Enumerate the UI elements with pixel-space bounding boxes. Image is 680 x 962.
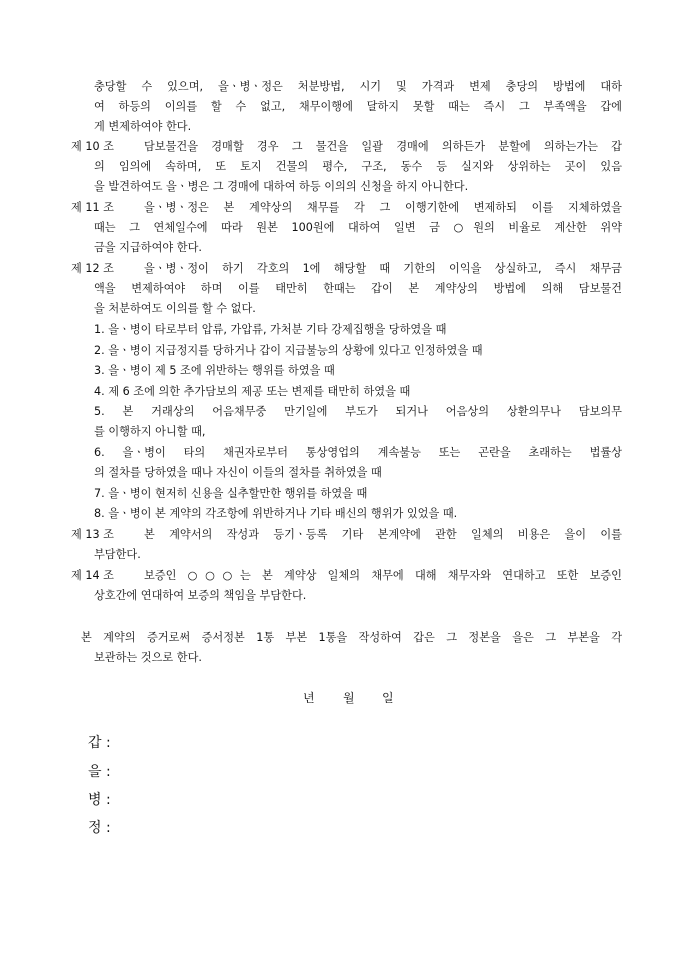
article-10-label: 제 10 조 xyxy=(71,140,114,153)
intro-line-3: 게 변제하여야 한다. xyxy=(94,120,192,133)
article-11-line-3: 금을 지급하여야 한다. xyxy=(94,241,202,254)
article-10-line-3: 을 발견하여도 을ㆍ병은 그 경매에 대하여 하등 이의의 신청을 하지 아니한다. xyxy=(94,180,469,193)
clause-6-line-1: 6. 을ㆍ병이 타의 채권자로부터 통상영업의 계속불능 또는 곤란을 초래하는 법률상 xyxy=(94,446,622,459)
article-12-line-1: 을ㆍ병ㆍ정이 하기 각호의 1에 해당할 때 기한의 이익을 상실하고, 즉시 채무금 xyxy=(144,262,622,275)
article-13-line-1: 본 계약서의 작성과 등기ㆍ등록 기타 본계약에 관한 일체의 비용은 을이 이를 xyxy=(144,528,622,541)
clause-7: 7. 을ㆍ병이 현저히 신용을 실추할만한 행위를 하였을 때 xyxy=(94,487,368,500)
article-14-label: 제 14 조 xyxy=(71,569,114,582)
clause-5-line-1: 5. 본 거래상의 어음채무중 만기일에 부도가 되거나 어음상의 상환의무나 담보의무 xyxy=(94,405,622,418)
party-gap: 갑 : xyxy=(88,735,111,751)
article-13-line-2: 부담한다. xyxy=(94,548,141,561)
date-month: 월 xyxy=(343,691,355,705)
closing-line-2: 보관하는 것으로 한다. xyxy=(94,651,202,664)
clause-3: 3. 을ㆍ병이 제 5 조에 위반하는 행위를 하였을 때 xyxy=(94,364,335,377)
article-13-label: 제 13 조 xyxy=(71,528,114,541)
intro-line-1: 충당할 수 있으며, 을ㆍ병ㆍ정은 처분방법, 시기 및 가격과 변제 충당의 방법에 대하 xyxy=(94,80,622,93)
date-year: 년 xyxy=(303,691,315,705)
date-day: 일 xyxy=(382,691,394,705)
party-byeong: 병 : xyxy=(88,792,111,808)
article-11-label: 제 11 조 xyxy=(71,201,114,214)
clause-6-line-2: 의 절차를 당하였을 때나 자신이 이들의 절차를 취하였을 때 xyxy=(94,466,382,479)
closing-line-1: 본 계약의 증거로써 증서정본 1통 부본 1통을 작성하여 갑은 그 정본을 을은 그 부본을 각 xyxy=(81,631,622,644)
clause-5-line-2: 를 이행하지 아니할 때, xyxy=(94,425,206,438)
article-10-line-2: 의 임의에 속하며, 또 토지 건물의 평수, 구조, 동수 등 실지와 상위하는 곳이 있음 xyxy=(94,160,622,173)
article-11-line-2: 때는 그 연체일수에 따라 원본 100원에 대하여 일변 금 ○원의 비율로 계산한 위약 xyxy=(94,221,622,234)
article-12-line-2: 액을 변제하여야 하며 이를 태만히 한때는 갑이 본 계약상의 방법에 의해 담보물건 xyxy=(94,282,622,295)
clause-8: 8. 을ㆍ병이 본 계약의 각조항에 위반하거나 기타 배신의 행위가 있었을 때. xyxy=(94,507,458,520)
clause-2: 2. 을ㆍ병이 지급정지를 당하거나 갑이 지급불능의 상황에 있다고 인정하였을 때 xyxy=(94,344,483,357)
intro-line-2: 여 하등의 이의를 할 수 없고, 채무이행에 달하지 못할 때는 즉시 그 부족액을 갑에 xyxy=(94,100,622,113)
party-jeong: 정 : xyxy=(88,820,111,836)
article-12-line-3: 을 처분하여도 이의를 할 수 없다. xyxy=(94,302,256,315)
article-10-line-1: 담보물건을 경매할 경우 그 물건을 일괄 경매에 의하든가 분할에 의하는가는 갑 xyxy=(144,140,622,153)
article-11-line-1: 을ㆍ병ㆍ정은 본 계약상의 채무를 각 그 이행기한에 변제하되 이를 지체하였을 xyxy=(144,201,622,214)
article-12-label: 제 12 조 xyxy=(71,262,114,275)
clause-1: 1. 을ㆍ병이 타로부터 압류, 가압류, 가처분 기타 강제집행을 당하였을 때 xyxy=(94,323,447,336)
article-14-line-2: 상호간에 연대하여 보증의 책임을 부담한다. xyxy=(94,589,307,602)
party-eul: 을 : xyxy=(88,764,111,780)
clause-4: 4. 제 6 조에 의한 추가담보의 제공 또는 변제를 태만히 하였을 때 xyxy=(94,385,411,398)
article-14-line-1: 보증인 ○○○는 본 계약상 일체의 채무에 대해 채무자와 연대하고 또한 보증인 xyxy=(144,569,622,582)
